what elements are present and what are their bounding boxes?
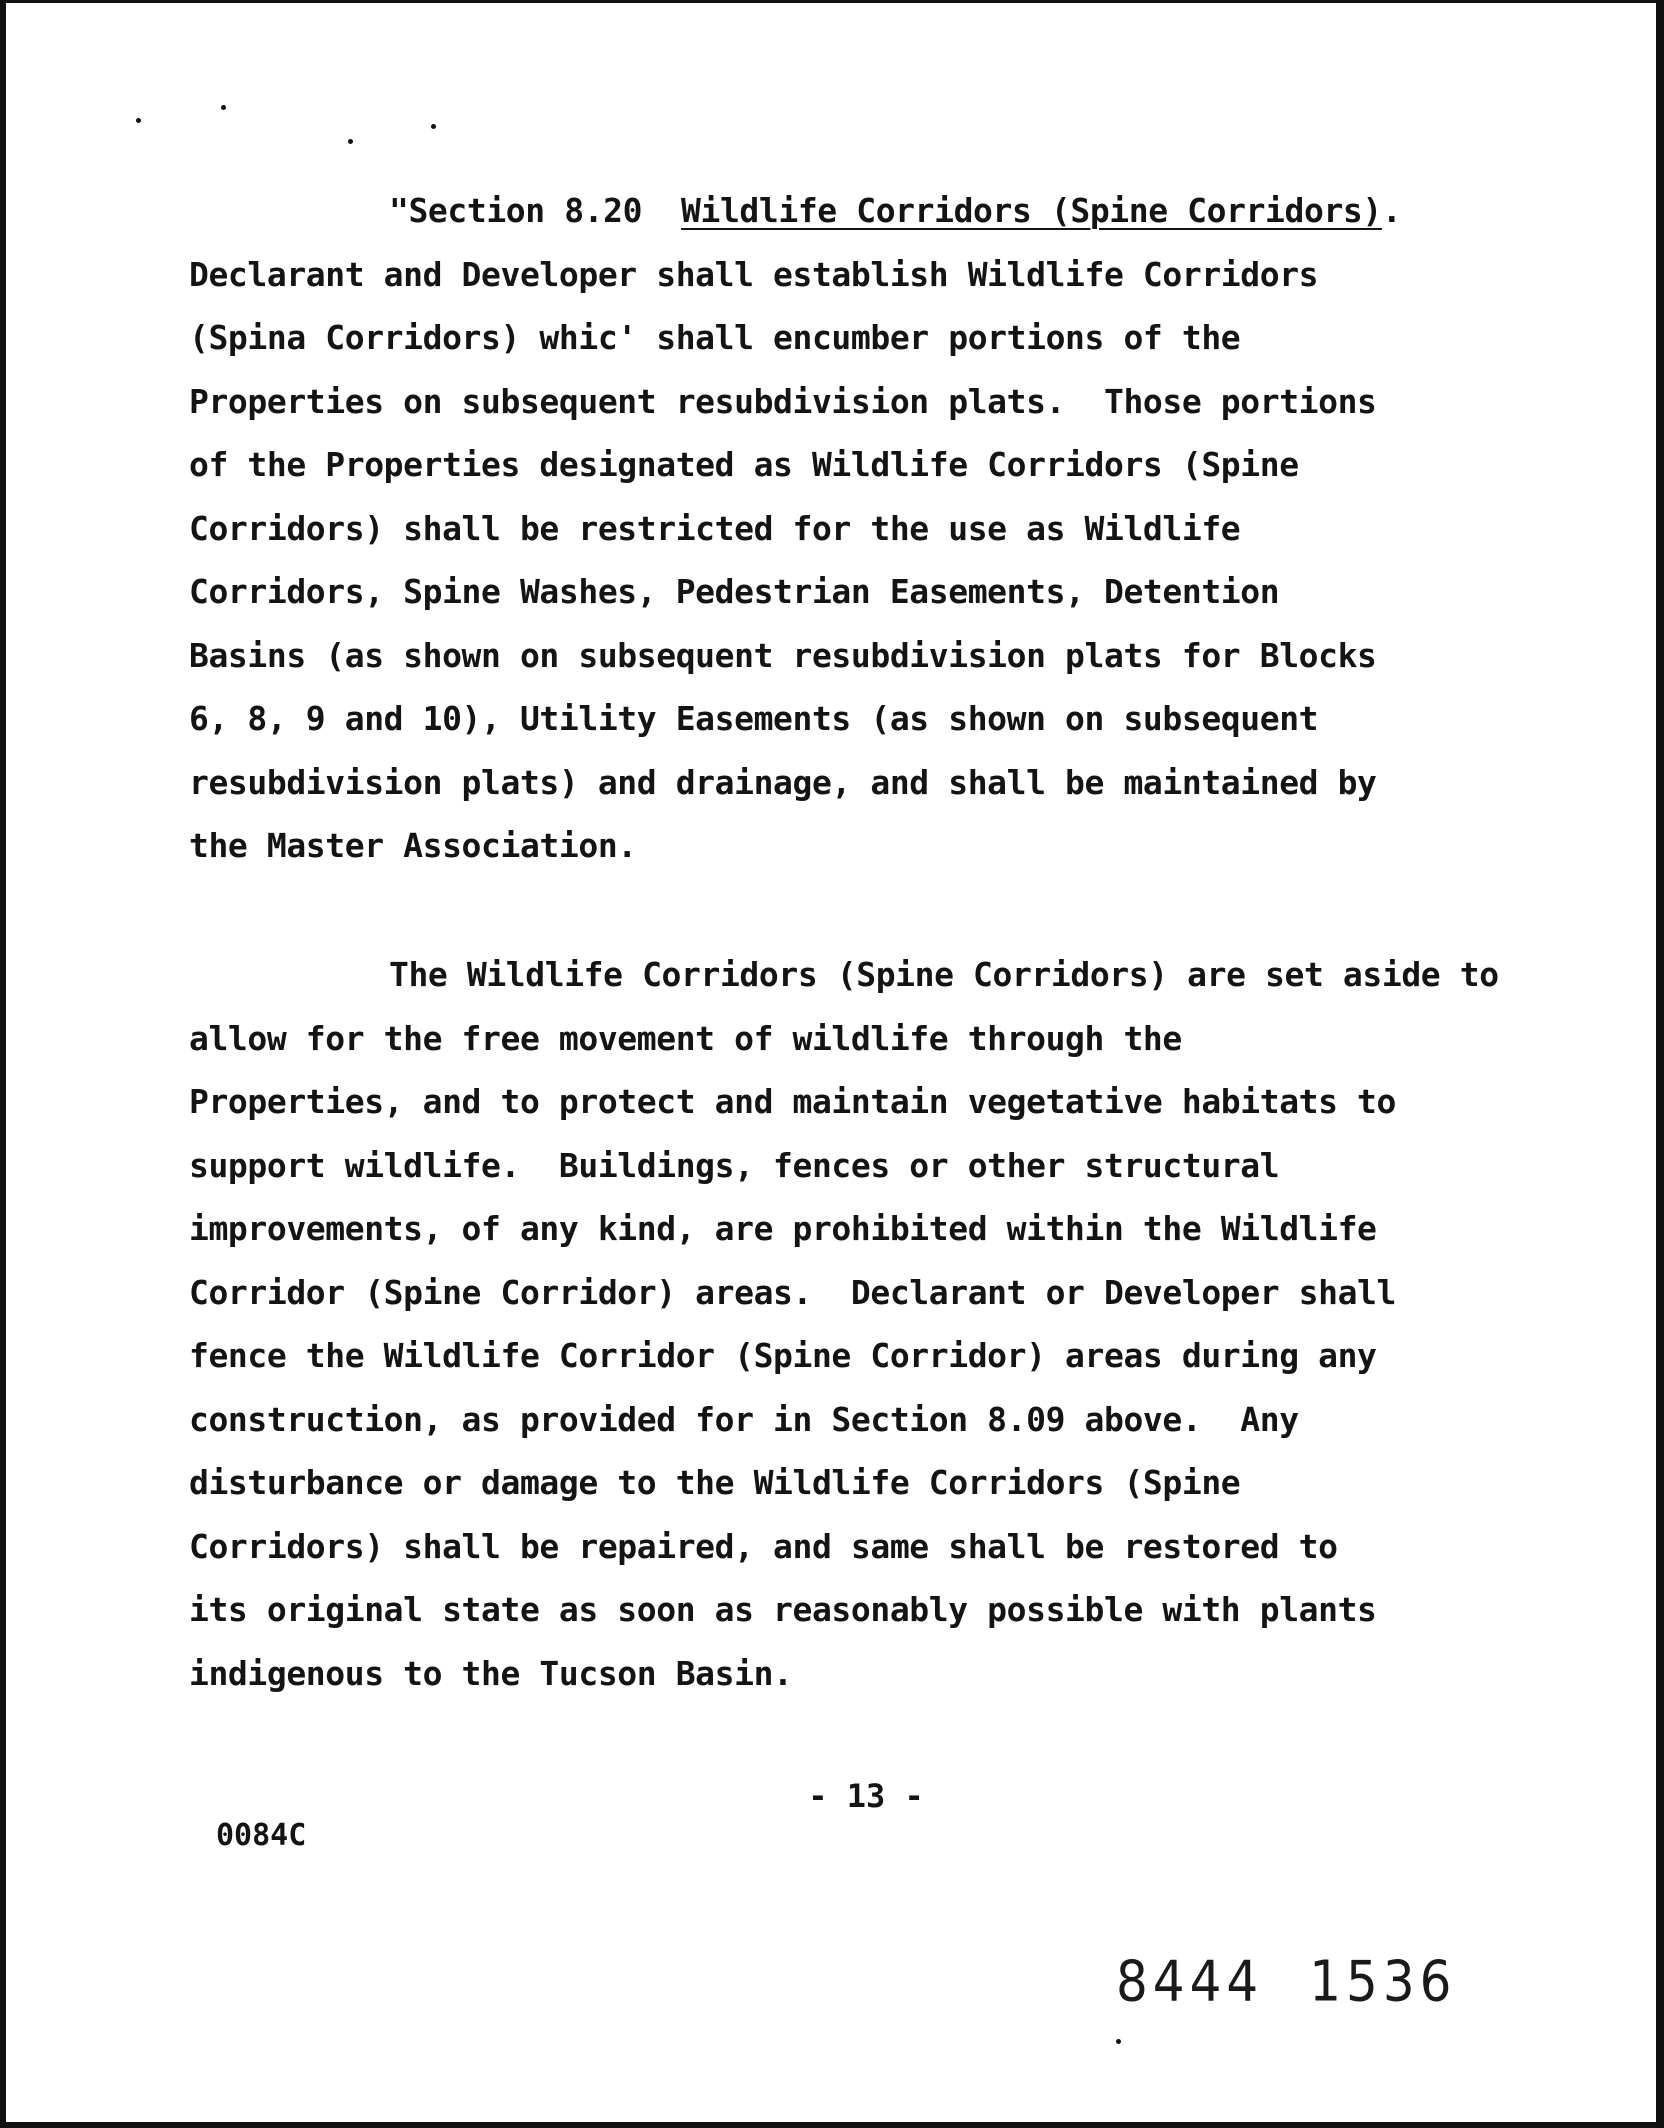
scan-speck — [221, 105, 226, 110]
stamp-number-right: 1536 — [1309, 1949, 1457, 2014]
text-line: Properties, and to protect and maintain vegetative habitats to — [189, 1082, 1396, 1121]
text-line: resubdivision plats) and drainage, and shall be maintained by — [189, 762, 1377, 802]
text-line: fence the Wildlife Corridor (Spine Corridor) areas during any — [189, 1336, 1377, 1375]
text-line: disturbance or damage to the Wildlife Corridors (Spine — [189, 1463, 1241, 1502]
text-line: Corridors) shall be repaired, and same shall be restored to — [189, 1526, 1338, 1566]
text-line: Corridor (Spine Corridor) areas. Declarant or Developer shall — [189, 1272, 1396, 1312]
text-line: allow for the free movement of wildlife through the — [189, 1018, 1182, 1058]
text-line: Declarant and Developer shall establish Wildlife Corridors — [189, 254, 1319, 294]
section-heading-line — [289, 179, 1529, 243]
scan-speck — [431, 124, 436, 129]
document-code: 0084C — [216, 1818, 307, 1853]
text-line: The Wildlife Corridors (Spine Corridors) are set aside to — [389, 955, 1499, 994]
page-number: - 13 - — [808, 1777, 924, 1815]
text-line: Properties on subsequent resubdivision plats. Those portions — [189, 381, 1377, 421]
text-line: its original state as soon as reasonably possible with plants — [189, 1590, 1377, 1629]
text-line: improvements, of any kind, are prohibited within the Wildlife — [189, 1209, 1377, 1248]
text-line: the Master Association. — [189, 826, 637, 865]
text-line: (Spina Corridors) whic' shall encumber portions of the — [189, 318, 1241, 357]
section-heading-end: . — [1381, 191, 1402, 230]
text-line: support wildlife. Buildings, fences or other structural — [189, 1145, 1280, 1185]
text-line: Corridors) shall be restricted for the use as Wildlife — [189, 508, 1241, 548]
stamp-number-left: 8444 — [1116, 1949, 1264, 2014]
scan-speck — [136, 118, 141, 123]
text-line: indigenous to the Tucson Basin. — [189, 1653, 793, 1693]
section-paragraph-1 — [189, 179, 1529, 878]
handwritten-stamp-number — [1116, 1949, 1457, 2014]
section-label: "Section 8.20 — [389, 191, 682, 230]
text-line: Corridors, Spine Washes, Pedestrian Easements, Detention — [189, 572, 1280, 611]
section-paragraph-2 — [189, 943, 1529, 1705]
section-heading: Wildlife Corridors (Spine Corridors) — [681, 191, 1382, 230]
text-line: Basins (as shown on subsequent resubdivision plats for Blocks — [189, 635, 1377, 675]
text-line: 6, 8, 9 and 10), Utility Easements (as shown on subsequent — [189, 699, 1319, 738]
text-line: of the Properties designated as Wildlife Corridors (Spine — [189, 445, 1299, 484]
scan-speck — [348, 139, 353, 144]
text-line: construction, as provided for in Section 8.09 above. Any — [189, 1399, 1299, 1439]
scan-speck — [1116, 2039, 1121, 2044]
